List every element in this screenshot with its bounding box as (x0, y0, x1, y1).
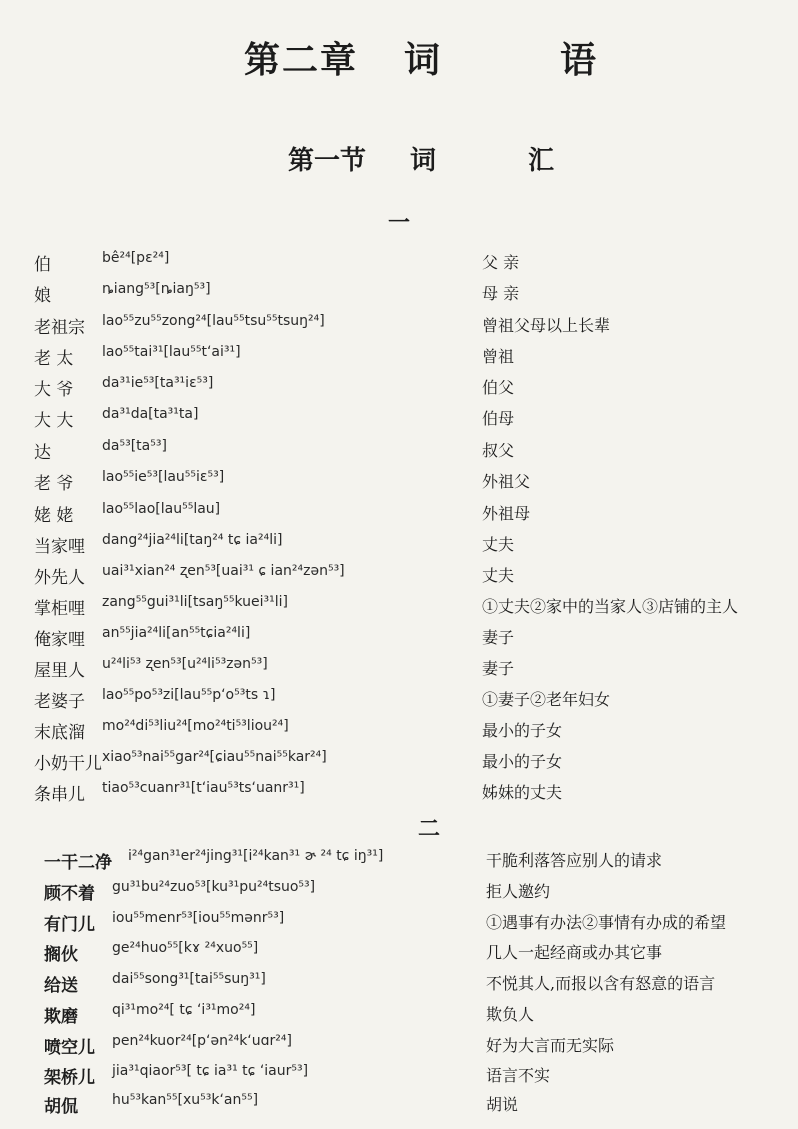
entry-meaning: 干脆利落答应别人的请求 (486, 851, 663, 870)
entry-meaning: 几人一起经商或办其它事 (486, 943, 663, 962)
entry-meaning: 丈夫 (482, 566, 515, 585)
vocab-entry (0, 879, 798, 909)
vocab-entry (0, 718, 798, 748)
vocab-entry (0, 940, 798, 970)
vocab-entry (0, 1063, 798, 1093)
vocab-entry (0, 910, 798, 940)
entry-meaning: 母 亲 (482, 284, 520, 303)
section-title-part: 汇 (528, 146, 555, 176)
entry-word: 老祖宗 (34, 318, 85, 338)
entry-word: 胡侃 (44, 1097, 78, 1117)
entry-meaning: 伯父 (482, 378, 515, 397)
entry-meaning: 好为大言而无实际 (486, 1036, 615, 1055)
entry-meaning: 外祖父 (482, 472, 531, 491)
entry-pronunciation: mo²⁴di⁵³liu²⁴[mo²⁴ti⁵³liou²⁴] (102, 718, 289, 734)
entry-pronunciation: iou⁵⁵menr⁵³[iou⁵⁵mənr⁵³] (112, 910, 285, 926)
entry-meaning: 丈夫 (482, 535, 515, 554)
entry-pronunciation: lao⁵⁵tai³¹[lau⁵⁵t‘ai³¹] (102, 344, 241, 360)
vocab-entry (0, 848, 798, 878)
entry-pronunciation: tiao⁵³cuanr³¹[t‘iau⁵³ts‘uanr³¹] (102, 780, 305, 796)
entry-word: 外先人 (34, 568, 85, 588)
entry-word: 大 大 (34, 411, 74, 431)
part-two-marker: 二 (417, 816, 440, 842)
vocab-entry (0, 250, 798, 280)
entry-meaning: 曾祖父母以上长辈 (482, 316, 611, 335)
entry-meaning: 最小的子女 (482, 721, 563, 740)
entry-meaning: 伯母 (482, 409, 515, 428)
vocab-entry (0, 1002, 798, 1032)
entry-word: 达 (34, 443, 51, 463)
entry-word: 架桥儿 (44, 1068, 95, 1088)
entry-meaning: 最小的子女 (482, 752, 563, 771)
entry-word: 给送 (44, 976, 78, 996)
vocab-entry (0, 438, 798, 468)
entry-pronunciation: pen²⁴kuor²⁴[p‘ən²⁴k‘uɑr²⁴] (112, 1033, 292, 1049)
entry-meaning: 父 亲 (482, 253, 520, 272)
entry-pronunciation: dai⁵⁵song³¹[tai⁵⁵suŋ³¹] (112, 971, 266, 987)
entry-pronunciation: qi³¹mo²⁴[ tɕ ‘i³¹mo²⁴] (112, 1002, 256, 1018)
entry-pronunciation: gu³¹bu²⁴zuo⁵³[ku³¹pu²⁴tsuo⁵³] (112, 879, 316, 895)
entry-meaning: 不悦其人,而报以含有怒意的语言 (486, 974, 716, 993)
entry-meaning: 妻子 (482, 628, 515, 647)
entry-meaning: 胡说 (486, 1095, 519, 1114)
entry-word: 顾不着 (44, 884, 95, 904)
entry-word: 有门儿 (44, 915, 95, 935)
vocab-entry (0, 469, 798, 499)
entry-word: 伯 (34, 255, 51, 275)
entry-meaning: 叔父 (482, 441, 515, 460)
entry-word: 当家哩 (34, 537, 85, 557)
entry-pronunciation: xiao⁵³nai⁵⁵gar²⁴[ɕiau⁵⁵nai⁵⁵kar²⁴] (102, 749, 327, 765)
entry-meaning: ①遇事有办法②事情有办成的希望 (486, 913, 727, 932)
vocab-entry (0, 1033, 798, 1063)
vocab-entry (0, 625, 798, 655)
entry-pronunciation: u²⁴li⁵³ ʐen⁵³[u²⁴li⁵³zən⁵³] (102, 656, 268, 672)
entry-word: 掌柜哩 (34, 599, 85, 619)
vocab-entry (0, 1092, 798, 1122)
entry-pronunciation: lao⁵⁵zu⁵⁵zong²⁴[lau⁵⁵tsu⁵⁵tsuŋ²⁴] (102, 313, 325, 329)
chapter-title-part: 语 (560, 39, 599, 81)
vocab-entry (0, 594, 798, 624)
entry-meaning: 外祖母 (482, 504, 531, 523)
entry-word: 一干二净 (44, 853, 112, 873)
section-title-part: 词 (410, 146, 437, 176)
part-one-marker: 一 (387, 210, 410, 236)
vocab-entry (0, 656, 798, 686)
entry-pronunciation: ge²⁴huo⁵⁵[kɤ ²⁴xuo⁵⁵] (112, 940, 259, 956)
entry-pronunciation: i²⁴gan³¹er²⁴jing³¹[i²⁴kan³¹ ɚ ²⁴ tɕ iŋ³¹] (128, 848, 384, 864)
entry-pronunciation: an⁵⁵jia²⁴li[an⁵⁵tɕia²⁴li] (102, 625, 251, 641)
entry-word: 喷空儿 (44, 1038, 95, 1058)
entry-word: 俺家哩 (34, 630, 85, 650)
vocab-entry (0, 780, 798, 810)
entry-pronunciation: lao⁵⁵po⁵³zi[lau⁵⁵p‘o⁵³ts ɿ] (102, 687, 276, 703)
entry-pronunciation: da³¹da[ta³¹ta] (102, 406, 199, 422)
entry-pronunciation: lao⁵⁵lao[lau⁵⁵lau] (102, 501, 221, 517)
entry-pronunciation: da⁵³[ta⁵³] (102, 438, 167, 454)
vocab-entry (0, 532, 798, 562)
entry-pronunciation: dang²⁴jia²⁴li[taŋ²⁴ tɕ ia²⁴li] (102, 532, 283, 548)
entry-word: 姥 姥 (34, 506, 74, 526)
entry-meaning: 欺负人 (486, 1005, 535, 1024)
entry-pronunciation: lao⁵⁵ie⁵³[lau⁵⁵iɛ⁵³] (102, 469, 225, 485)
entry-word: 小奶干儿 (34, 754, 102, 774)
vocab-entry (0, 375, 798, 405)
chapter-title-part: 第二章 (244, 39, 359, 81)
entry-meaning: 语言不实 (486, 1066, 551, 1085)
entry-pronunciation: zang⁵⁵gui³¹li[tsaŋ⁵⁵kuei³¹li] (102, 594, 289, 610)
entry-word: 娘 (34, 286, 51, 306)
vocab-entry (0, 344, 798, 374)
entry-pronunciation: uai³¹xian²⁴ ʐen⁵³[uai³¹ ɕ ian²⁴zən⁵³] (102, 563, 345, 579)
entry-word: 条串儿 (34, 785, 85, 805)
entry-pronunciation: hu⁵³kan⁵⁵[xu⁵³k‘an⁵⁵] (112, 1092, 259, 1108)
entry-word: 老 爷 (34, 474, 74, 494)
entry-word: 大 爷 (34, 380, 74, 400)
entry-meaning: 妻子 (482, 659, 515, 678)
vocab-entry (0, 313, 798, 343)
section-title-part: 第一节 (288, 146, 367, 176)
vocab-entry (0, 687, 798, 717)
vocab-entry (0, 406, 798, 436)
entry-meaning: 拒人邀约 (486, 882, 551, 901)
entry-meaning: 姊妹的丈夫 (482, 783, 563, 802)
chapter-title-part: 词 (404, 39, 443, 81)
entry-pronunciation: ȵiang⁵³[ȵiaŋ⁵³] (102, 281, 211, 297)
entry-pronunciation: jia³¹qiaor⁵³[ tɕ ia³¹ tɕ ‘iaur⁵³] (112, 1063, 309, 1079)
entry-meaning: ①丈夫②家中的当家人③店铺的主人 (482, 597, 739, 616)
entry-word: 老婆子 (34, 692, 85, 712)
vocab-entry (0, 749, 798, 779)
vocab-entry (0, 563, 798, 593)
vocab-entry (0, 501, 798, 531)
entry-pronunciation: da³¹ie⁵³[ta³¹iɛ⁵³] (102, 375, 214, 391)
entry-meaning: 曾祖 (482, 347, 515, 366)
entry-word: 屋里人 (34, 661, 85, 681)
vocab-entry (0, 971, 798, 1001)
entry-word: 搁伙 (44, 945, 78, 965)
entry-word: 末底溜 (34, 723, 85, 743)
entry-pronunciation: bê²⁴[pɛ²⁴] (102, 250, 170, 266)
vocab-entry (0, 281, 798, 311)
entry-word: 欺磨 (44, 1007, 78, 1027)
entry-meaning: ①妻子②老年妇女 (482, 690, 611, 709)
entry-word: 老 太 (34, 349, 74, 369)
